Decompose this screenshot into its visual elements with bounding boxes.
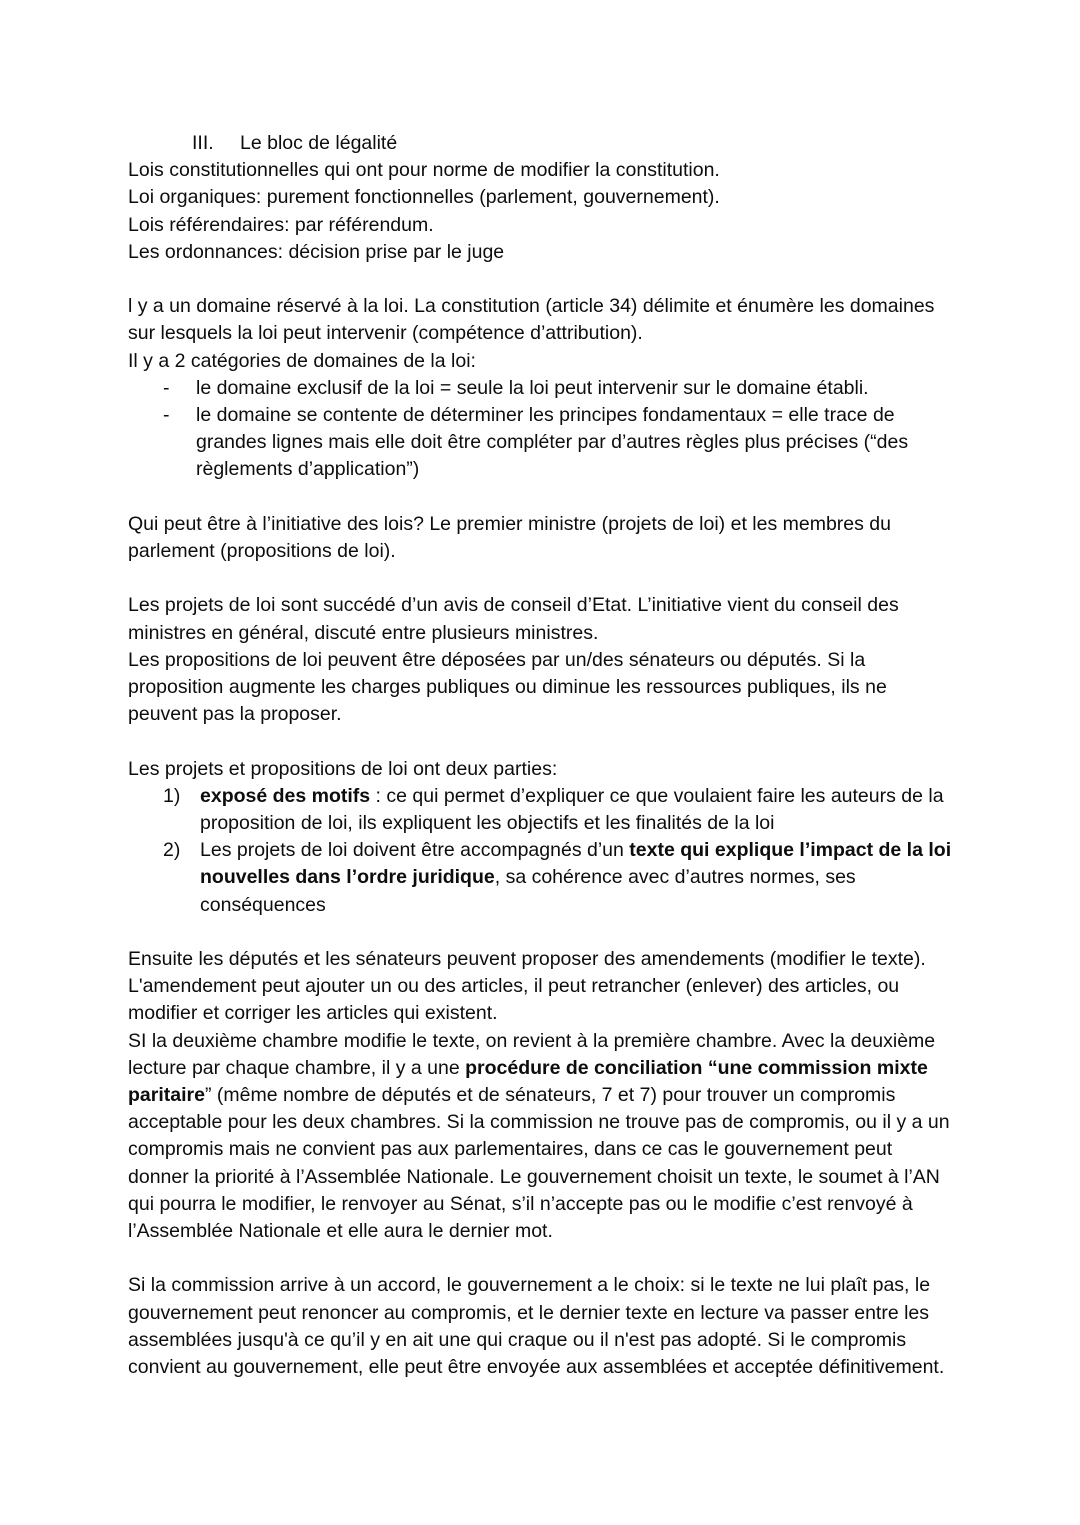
list-item-bold-lead: exposé des motifs [200,784,371,807]
list-item-suffix: , sa cohérence avec d’autres normes, ses conséquences [200,866,856,916]
list-item [128,375,956,402]
list-item-text: le domaine exclusif de la loi = seule la loi peut intervenir sur le domaine établi. [196,376,869,399]
parties-lead: Les projets et propositions de loi ont deux parties: [128,757,558,780]
list-item [128,837,956,919]
list-item-text: le domaine se contente de déterminer les principes fondamentaux = elle trace de grandes lignes mais elle doit être compléter par d’autres règles plus précises (“des règlements d’application”) [196,404,909,481]
section-numeral: III. [192,132,214,154]
domaine-intro-paragraph: l y a un domaine réservé à la loi. La constitution (article 34) délimite et énumère les domaines sur lesquels la loi peut intervenir (compétence d’attribution). [128,295,935,345]
propositions-de-loi-paragraph: Les propositions de loi peuvent être déposées par un/des sénateurs ou députés. Si la proposition augmente les charges publiques ou diminue les ressources publiques, ils ne peuvent pas la proposer. [128,648,887,726]
law-type-line-ordonnances: Les ordonnances: décision prise par le juge [128,240,505,263]
conciliation-prefix: SI la deuxième chambre modifie le texte, on revient à la première chambre. Avec la deuxième lecture par chaque chambre, il y a une [128,1029,936,1079]
accord-paragraph: Si la commission arrive à un accord, le gouvernement a le choix: si le texte ne lui plaît pas, le gouvernement peut renoncer au compromis, et le dernier texte en lecture va passer entre les assemblées jusqu'à ce qu’il y en ait une qui craque ou il n'est pas adopté. Si le compromis convient au gouvernement, elle peut être envoyée aux assemblées et acceptée définitivement. [128,1274,945,1379]
list-item-text: : ce qui permet d’expliquer ce que voulaient faire les auteurs de la proposition de loi, ils expliquent les objectifs et les finalités de la loi [200,784,944,835]
list-item-prefix: Les projets de loi doivent être accompagnés d’un [200,839,630,862]
list-item [128,783,956,837]
paragraph-spacer [128,484,956,511]
dash-marker-icon: - [163,376,170,399]
paragraph-spacer [128,1245,956,1272]
paragraph-spacer [128,266,956,293]
parties-numbered-list [128,783,956,919]
law-type-line-referendaires: Lois référendaires: par référendum. [128,213,434,236]
number-marker: 1) [163,784,181,807]
paragraph-spacer [128,919,956,946]
conciliation-bold: procédure de conciliation “une commission mixte paritaire [128,1056,928,1107]
conciliation-suffix: ” (même nombre de députés et de sénateurs, 7 et 7) pour trouver un compromis acceptable pour les deux chambres. Si la commission ne trouve pas de compromis, ou il y a un compromis mais ne convient pas aux parlementaires, dans ce cas le gouvernement peut donner la priorité à l’Assemblée Nationale. Le gouvernement choisit un texte, le soumet à l’AN qui pourra le modifier, le renvoyer au Sénat, s’il n’accepte pas ou le modifie c’est renvoyé à l’Assemblée Nationale et elle aura le dernier mot. [128,1084,950,1243]
domaine-category-list [128,375,956,484]
domaine-categories-lead: Il y a 2 catégories de domaines de la loi: [128,349,476,372]
amendements-paragraph: Ensuite les députés et les sénateurs peuvent proposer des amendements (modifier le texte). L'amendement peut ajouter un ou des articles, il peut retrancher (enlever) des articles, ou modifier et corriger les articles qui existent. [128,948,926,1025]
law-type-line-constitutionnelles: Lois constitutionnelles qui ont pour norme de modifier la constitution. [128,159,720,182]
paragraph-spacer [128,728,956,755]
law-type-line-organiques: Loi organiques: purement fonctionnelles (parlement, gouvernement). [128,186,720,209]
number-marker: 2) [163,839,181,862]
list-item [128,402,956,484]
section-heading [128,130,956,157]
projets-de-loi-paragraph: Les projets de loi sont succédé d’un avis de conseil d’Etat. L’initiative vient du conseil des ministres en général, discuté entre plusieurs ministres. [128,594,899,644]
paragraph-spacer [128,565,956,592]
initiative-paragraph: Qui peut être à l’initiative des lois? Le premier ministre (projets de loi) et les membres du parlement (propositions de loi). [128,512,891,563]
document-body [128,130,956,1381]
conciliation-paragraph [128,1028,956,1246]
dash-marker-icon: - [163,404,170,427]
section-title: Le bloc de légalité [240,132,398,154]
list-item-bold-mid: texte qui explique l’impact de la loi nouvelles dans l’ordre juridique [200,839,952,889]
